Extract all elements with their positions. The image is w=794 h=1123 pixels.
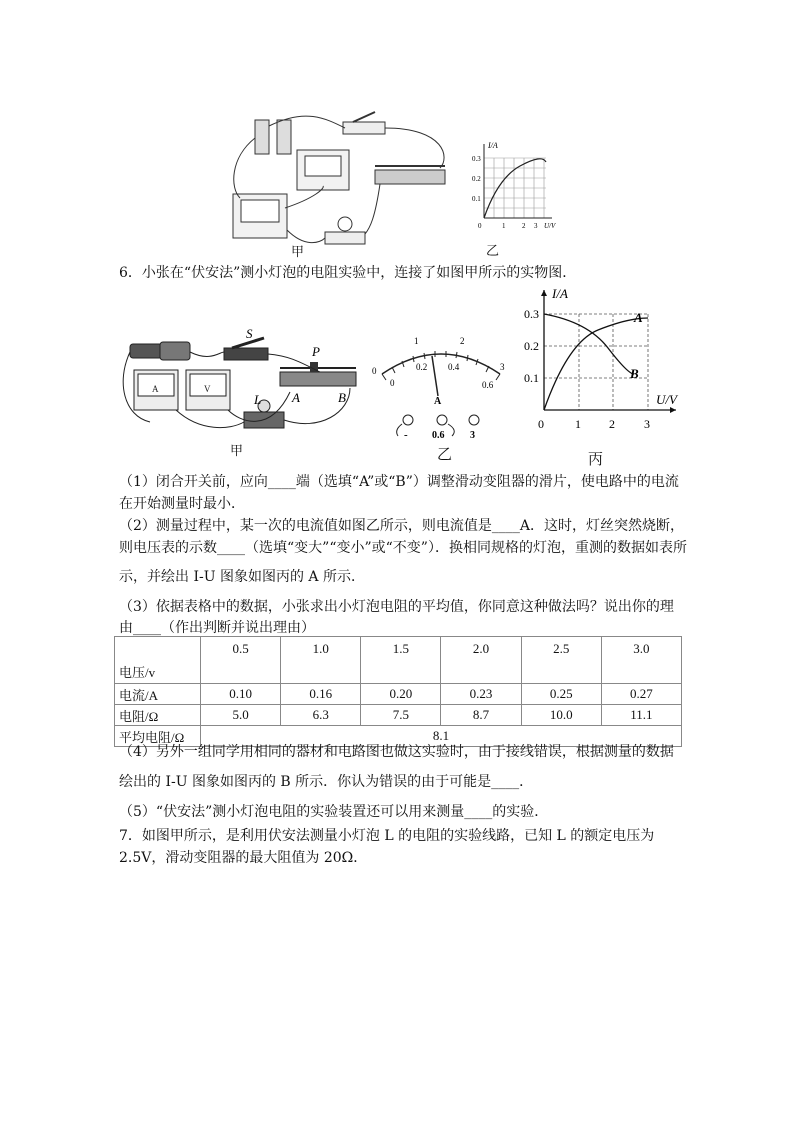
terminal-label: 3 <box>470 430 475 441</box>
table-cell: 6.3 <box>281 705 361 726</box>
table-cell-average: 8.1 <box>201 726 682 747</box>
top-graph-xtick: 1 <box>502 222 506 230</box>
q6-part4-line2: 绘出的 I-U 图象如图丙的 B 所示．你认为错误的由于可能是____． <box>119 774 534 790</box>
bing-xtick: 1 <box>575 417 581 431</box>
top-graph-ytick: 0.2 <box>472 175 481 183</box>
table-cell: 5.0 <box>201 705 281 726</box>
q6-fig-label-bing: 丙 <box>588 450 604 468</box>
q6-part5: （5）“伏安法”测小灯泡电阻的实验装置还可以用来测量____的实验． <box>119 804 549 820</box>
table-cell: 11.1 <box>601 705 681 726</box>
dial-scale-top: 3 <box>500 362 505 372</box>
table-cell: 7.5 <box>361 705 441 726</box>
terminal <box>403 415 413 425</box>
top-fig-label-jia: 甲 <box>291 245 305 260</box>
rheostat <box>375 170 445 184</box>
q6-fig-jia <box>120 322 360 434</box>
switch-s <box>224 348 268 360</box>
dial-scale-top: 1 <box>414 336 419 346</box>
table-cell: 0.16 <box>281 684 361 705</box>
curve-b-label: B <box>630 366 639 381</box>
table-row <box>115 637 682 684</box>
row-header: 平均电阻/Ω <box>115 726 201 747</box>
label-b: B <box>338 390 346 405</box>
dial-needle <box>432 356 438 396</box>
q7-line2: 2.5V，滑动变阻器的最大阻值为 20Ω． <box>119 850 368 866</box>
q6-part2-line1: （2）测量过程中，某一次的电流值如图乙所示，则电流值是____A．这时，灯丝突然烧断， <box>119 518 685 534</box>
terminal-label: - <box>404 429 408 441</box>
table-cell: 0.25 <box>521 684 601 705</box>
dial-arc <box>382 354 500 374</box>
battery-cell <box>277 120 291 154</box>
switch <box>343 122 385 134</box>
bing-ytick: 0.3 <box>524 307 539 321</box>
top-graph-ytick: 0.3 <box>472 155 481 163</box>
svg-text:A: A <box>152 384 159 394</box>
top-graph-xlabel: U/V <box>544 222 556 230</box>
top-graph-xtick: 2 <box>522 222 526 230</box>
table-row <box>115 705 682 726</box>
bing-xtick: 0 <box>538 417 544 431</box>
row-header: 电压/v <box>115 637 201 684</box>
table-cell: 0.27 <box>601 684 681 705</box>
top-graph-xtick: 0 <box>478 222 482 230</box>
q7-line1: 7．如图甲所示，是利用伏安法测量小灯泡 L 的电阻的实验线路，已知 L 的额定电压为 <box>119 828 655 844</box>
bing-xtick: 2 <box>609 417 615 431</box>
table-cell: 0.23 <box>441 684 521 705</box>
top-graph-ylabel: I/A <box>488 141 498 150</box>
top-graph-curve <box>484 159 546 218</box>
table-row <box>115 684 682 705</box>
battery-cell <box>255 120 269 154</box>
bing-ytick: 0.1 <box>524 371 539 385</box>
top-apparatus-figure <box>225 108 465 258</box>
q6-part2-line3: 示，并绘出 I-U 图象如图丙的 A 所示． <box>119 569 365 585</box>
top-graph-ytick: 0.1 <box>472 195 481 203</box>
curve-a <box>544 318 648 410</box>
bing-ytick: 0.2 <box>524 339 539 353</box>
top-fig-label-yi: 乙 <box>486 244 500 259</box>
dial-scale-top: 2 <box>460 336 465 346</box>
rheostat <box>280 372 356 386</box>
curve-a-label: A <box>634 310 643 325</box>
q6-fig-yi-ammeter-dial <box>368 330 514 442</box>
dial-scale-bottom: 0.4 <box>448 362 460 372</box>
label-a: A <box>292 390 300 405</box>
top-iu-graph <box>470 138 556 234</box>
table-cell: 1.5 <box>361 637 441 684</box>
table-cell: 8.7 <box>441 705 521 726</box>
q6-part3-line1: （3）依据表格中的数据，小张求出小灯泡电阻的平均值，你同意这种做法吗？说出你的理 <box>119 599 674 615</box>
q6-fig-label-jia: 甲 <box>230 444 244 459</box>
q6-part3-line2: 由____（作出判断并说出理由） <box>119 620 315 636</box>
q6-part4-line1: （4）另外一组同学用相同的器材和电路图也做这实验时，由于接线错误，根据测量的数据 <box>119 744 674 760</box>
curve-b <box>544 314 634 374</box>
row-header: 电阻/Ω <box>115 705 201 726</box>
q6-part2-line2: 则电压表的示数____（选填“变大”“变小”或“不变”）．换相同规格的灯泡，重测的数据如表所 <box>119 540 687 556</box>
terminal <box>437 415 447 425</box>
row-header: 电流/A <box>115 684 201 705</box>
label-l: L <box>254 392 262 407</box>
bing-xtick: 3 <box>644 417 650 431</box>
dial-unit: A <box>434 396 442 407</box>
table-cell: 0.20 <box>361 684 441 705</box>
q6-intro: 6．小张在“伏安法”测小灯泡的电阻实验中，连接了如图甲所示的实物图． <box>119 265 577 281</box>
dial-scale-bottom: 0.2 <box>416 362 428 372</box>
table-cell: 10.0 <box>521 705 601 726</box>
label-s: S <box>246 326 253 341</box>
q6-part1-line2: 在开始测量时最小． <box>119 496 245 512</box>
dial-scale-top: 0 <box>372 366 377 376</box>
bing-xlabel: U/V <box>656 392 677 407</box>
dial-scale-bottom: 0 <box>390 378 395 388</box>
q6-part1-line1: （1）闭合开关前，应向____端（选填“A”或“B”）调整滑动变阻器的滑片，使电路中的电流 <box>119 474 679 490</box>
top-graph-xtick: 3 <box>534 222 538 230</box>
q6-fig-bing-iu-graph <box>518 282 682 440</box>
table-cell: 0.10 <box>201 684 281 705</box>
lamp-base <box>325 232 365 244</box>
q6-fig-label-yi: 乙 <box>437 445 453 463</box>
svg-text:V: V <box>204 384 211 394</box>
dial-scale-bottom: 0.6 <box>482 380 494 390</box>
table-cell: 1.0 <box>281 637 361 684</box>
bing-ylabel: I/A <box>552 286 568 301</box>
terminal <box>469 415 479 425</box>
table-cell: 2.0 <box>441 637 521 684</box>
table-cell: 2.5 <box>521 637 601 684</box>
data-table <box>114 636 682 747</box>
lamp-bulb <box>338 217 352 231</box>
table-cell: 3.0 <box>601 637 681 684</box>
table-cell: 0.5 <box>201 637 281 684</box>
terminal-label: 0.6 <box>432 430 445 441</box>
label-p: P <box>312 344 320 359</box>
